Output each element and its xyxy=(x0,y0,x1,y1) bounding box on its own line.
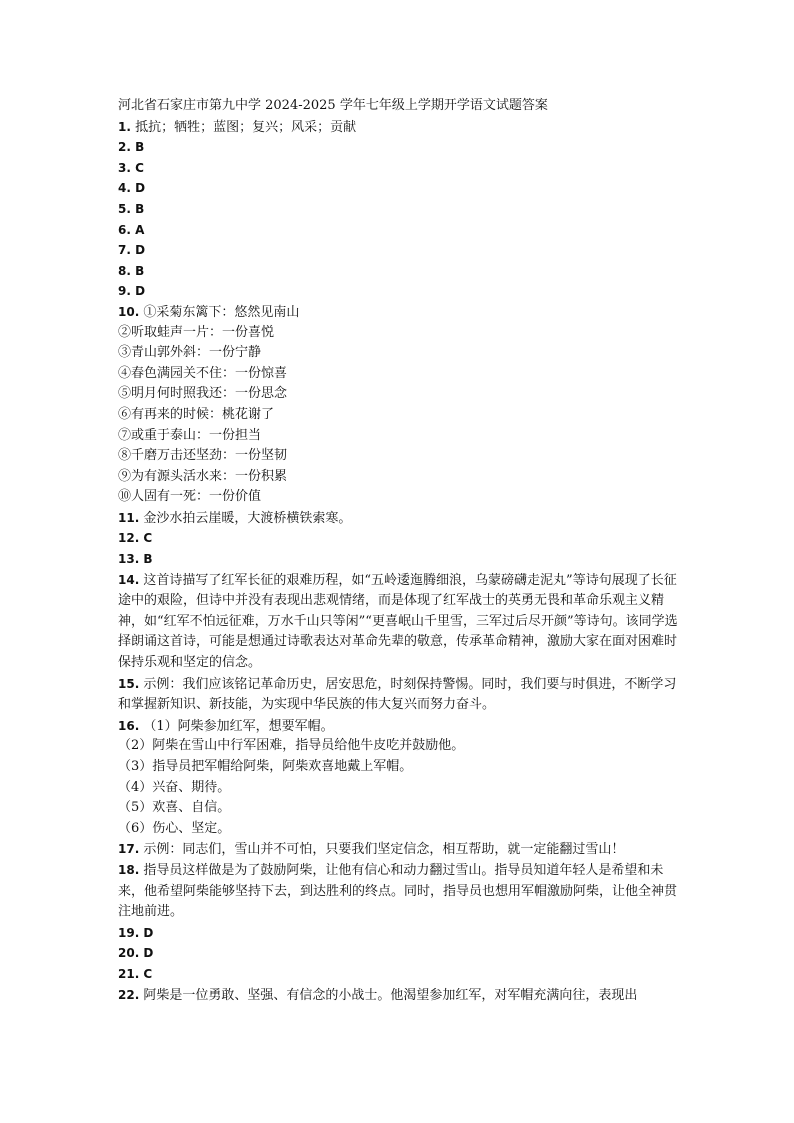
answer-18 xyxy=(118,860,682,923)
answer-number: 12. xyxy=(118,531,140,546)
answer-text: B xyxy=(135,140,145,155)
answer-row xyxy=(118,220,682,241)
answer-number: 4. xyxy=(118,181,131,196)
answer-text: 阿柴是一位勇敢、坚强、有信念的小战士。他渴望参加红军，对军帽充满向往，表现出 xyxy=(143,987,638,1003)
answer-text: 金沙水拍云崖暖，大渡桥横铁索寒。 xyxy=(143,510,352,526)
answer-row xyxy=(118,199,682,220)
q16-item: （4）兴奋、期待。 xyxy=(118,779,231,795)
answer-row xyxy=(118,117,682,138)
answer-sheet xyxy=(118,96,682,1005)
q10-item: ⑦或重于泰山：一份担当 xyxy=(118,427,262,443)
answer-22 xyxy=(118,985,682,1006)
q16-item: （5）欢喜、自信。 xyxy=(118,800,231,816)
q16-item: （6）伤心、坚定。 xyxy=(118,820,231,836)
answer-number: 8. xyxy=(118,263,131,278)
answer-text: D xyxy=(135,243,146,258)
answer-number: 16. xyxy=(118,718,140,733)
answer-number: 14. xyxy=(118,572,140,587)
answer-row xyxy=(118,178,682,199)
answer-number: 10. xyxy=(118,304,140,319)
answer-text: D xyxy=(143,946,154,961)
answer-text: B xyxy=(135,263,145,278)
answer-text: 示例：同志们，雪山并不可怕，只要我们坚定信念，相互帮助，就一定能翻过雪山！ xyxy=(143,842,625,858)
answer-12 xyxy=(118,528,682,549)
answer-text: 这首诗描写了红军长征的艰难历程，如“五岭逶迤腾细浪，乌蒙磅礴走泥丸”等诗句展现了长征途中的艰险，但诗中并没有表现出悲观情绪，而是体现了红军战士的英勇无畏和革命乐观主义精神，如“红军不怕远征难，万水千山只等闲”“更喜岷山千里雪，三军过后尽开颜”等诗句。该同学选择朗诵这首诗，可能是想通过诗歌表达对革命先辈的敬意，传承革命精神，激励大家在面对困难时保持乐观和坚定的信念。 xyxy=(118,572,678,671)
answer-number: 17. xyxy=(118,842,140,857)
answer-text: B xyxy=(135,201,145,216)
answer-number: 11. xyxy=(118,510,140,525)
answer-text: 抵抗；牺牲；蓝图；复兴；风采；贡献 xyxy=(135,119,357,135)
answer-15 xyxy=(118,674,682,716)
q10-items xyxy=(118,323,682,508)
q10-item: ⑩人固有一死：一份价值 xyxy=(118,489,262,505)
answer-11 xyxy=(118,508,682,529)
answer-text: D xyxy=(135,181,146,196)
q10-item: ⑤明月何时照我还：一份思念 xyxy=(118,386,288,402)
answer-text: 指导员这样做是为了鼓励阿柴，让他有信心和动力翻过雪山。指导员知道年轻人是希望和未来，他希望阿柴能够坚持下去，到达胜利的终点。同时，指导员也想用军帽激励阿柴，让他全神贯注地前进。 xyxy=(118,862,678,920)
answer-16 xyxy=(118,716,682,737)
answer-text: （1）阿柴参加红军，想要军帽。 xyxy=(143,718,334,734)
answer-number: 18. xyxy=(118,862,140,877)
q10-item: ⑨为有源头活水来：一份积累 xyxy=(118,468,288,484)
q16-item: （2）阿柴在雪山中行军困难，指导员给他牛皮吃并鼓励他。 xyxy=(118,738,465,754)
answer-row xyxy=(118,137,682,158)
q10-item: ⑧千磨万击还坚劲：一份坚韧 xyxy=(118,448,288,464)
q10-item: ②听取蛙声一片：一份喜悦 xyxy=(118,324,275,340)
q16-items xyxy=(118,736,682,839)
answer-row xyxy=(118,261,682,282)
answer-number: 2. xyxy=(118,140,131,155)
answer-text: D xyxy=(135,284,146,299)
answer-list xyxy=(118,117,682,323)
answer-number: 7. xyxy=(118,243,131,258)
answer-text: 示例：我们应该铭记革命历史，居安思危，时刻保持警惕。同时，我们要与时俱进，不断学习和掌握新知识、新技能，为实现中华民族的伟大复兴而努力奋斗。 xyxy=(118,676,677,713)
answer-number: 21. xyxy=(118,966,140,981)
answer-19 xyxy=(118,923,682,944)
answer-17 xyxy=(118,839,682,860)
answer-13 xyxy=(118,549,682,570)
answer-number: 15. xyxy=(118,676,140,691)
answer-row xyxy=(118,302,682,323)
q10-item: ③青山郭外斜：一份宁静 xyxy=(118,345,262,361)
answer-text: ①采菊东篱下：悠然见南山 xyxy=(143,304,300,320)
answer-text: C xyxy=(143,966,153,981)
answer-number: 1. xyxy=(118,119,131,134)
answer-row xyxy=(118,281,682,302)
answer-number: 5. xyxy=(118,201,131,216)
answer-number: 6. xyxy=(118,222,131,237)
q10-item: ⑥有再来的时候：桃花谢了 xyxy=(118,406,275,422)
answer-14 xyxy=(118,570,682,674)
answer-row xyxy=(118,240,682,261)
answer-number: 9. xyxy=(118,284,131,299)
q10-item: ④春色满园关不住：一份惊喜 xyxy=(118,365,288,381)
answer-text: D xyxy=(143,925,154,940)
answer-number: 3. xyxy=(118,160,131,175)
answer-text: C xyxy=(135,160,144,175)
answer-row xyxy=(118,158,682,179)
answer-21 xyxy=(118,964,682,985)
document-title: 河北省石家庄市第九中学 2024-2025 学年七年级上学期开学语文试题答案 xyxy=(118,98,548,113)
q16-item: （3）指导员把军帽给阿柴，阿柴欢喜地戴上军帽。 xyxy=(118,759,413,774)
answer-number: 13. xyxy=(118,552,140,567)
answer-20 xyxy=(118,943,682,964)
answer-number: 19. xyxy=(118,925,140,940)
answer-text: C xyxy=(143,531,153,546)
answer-number: 22. xyxy=(118,987,140,1002)
answer-text: A xyxy=(135,222,145,237)
answer-number: 20. xyxy=(118,946,140,961)
answer-text: B xyxy=(143,552,153,567)
